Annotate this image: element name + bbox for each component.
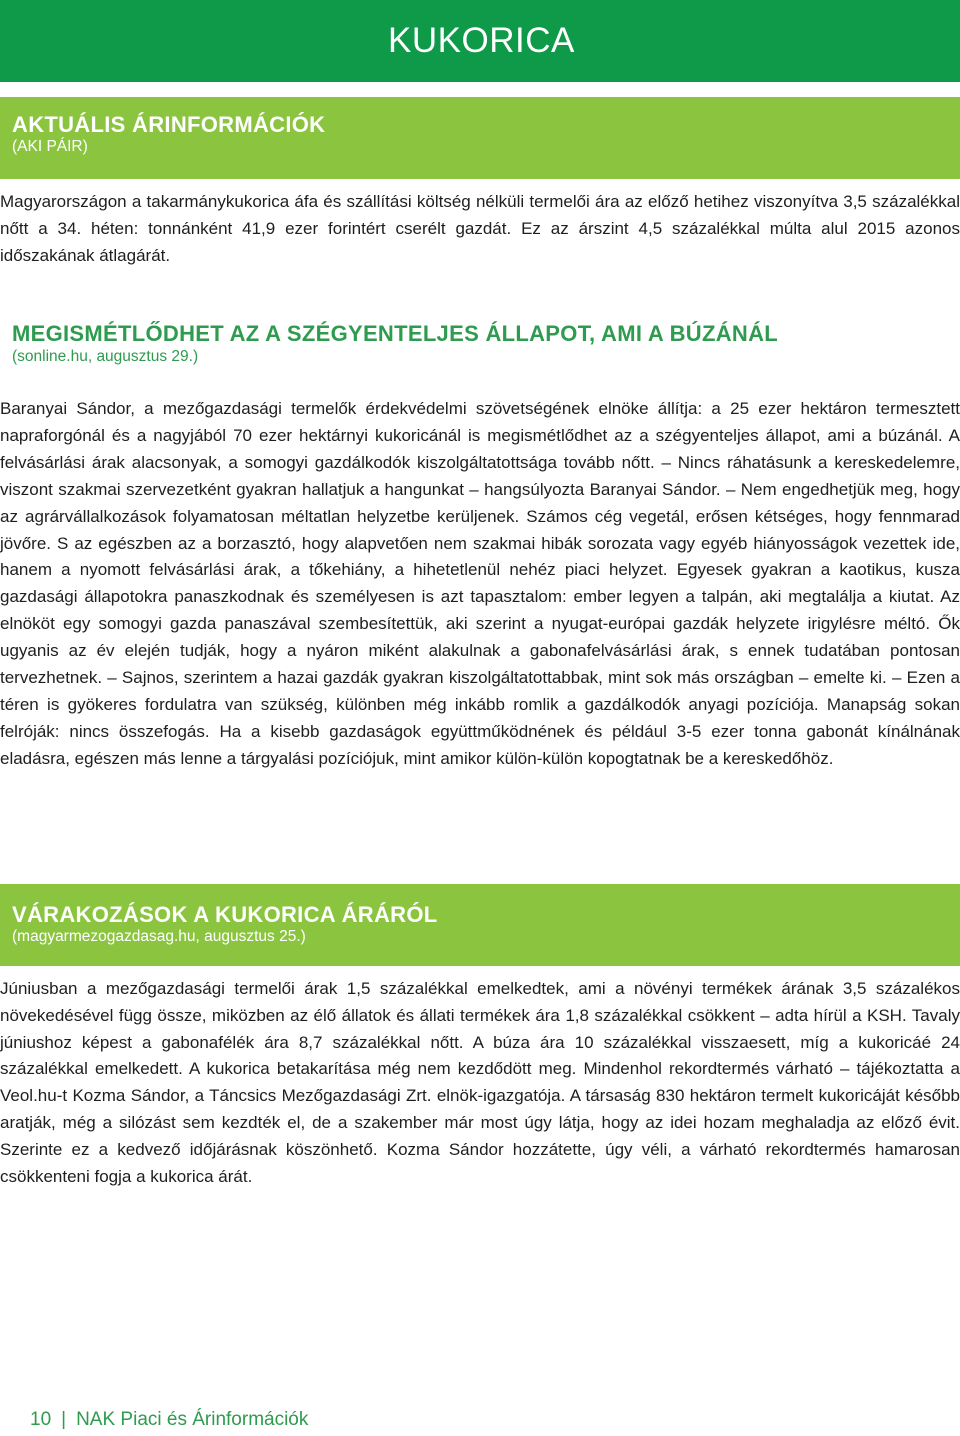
section-heading-sonline bbox=[12, 321, 778, 367]
section-source: (magyarmezogazdasag.hu, augusztus 25.) bbox=[12, 928, 306, 945]
section-title: AKTUÁLIS ÁRINFORMÁCIÓK bbox=[12, 112, 326, 137]
section-title: VÁRAKOZÁSOK A KUKORICA ÁRÁRÓL bbox=[12, 902, 438, 927]
page-number: 10 bbox=[30, 1409, 52, 1430]
section-title: MEGISMÉTLŐDHET AZ A SZÉGYENTELJES ÁLLAPOT, AMI A BÚZÁNÁL bbox=[12, 321, 779, 346]
page-title: KUKORICA bbox=[388, 21, 575, 60]
page-header-banner bbox=[0, 0, 960, 82]
footer-separator: | bbox=[61, 1409, 67, 1430]
section-body-paragraph: Baranyai Sándor, a mezőgazdasági termelők érdekvédelmi szövetségének elnöke állítja: a 25 ezer hektáron termesztett napraforgónál és a nagyjából 70 ezer hektárnyi kukoricánál is megismétlődhet az a szégyenteljes állapot, ami a búzánál. A felvásárlási árak alacsonyak, a somogyi gazdálkodók kiszolgáltatottsága tovább nőtt. – Nincs ráhatásunk a kereskedelemre, viszont szakmai szervezetként gyakran hallatjuk a hangunkat – hangsúlyozta Baranyai Sándor. – Nem engedhetjük meg, hogy az agrárvállalkozások folyamatosan méltatlan helyzetbe kerüljenek. Számos cég vegetál, erősen kétséges, hogy fennmarad jövőre. S az egészben az a borzasztó, hogy alapvetően nem szakmai hibák sorozata vagy egyéb hiányosságok vezettek ide, hanem a nyomott felvásárlási árak, a tőkehiány, a hihetetlenül nehéz piaci helyzet. Egyesek gyakran a kaotikus, kusza gazdasági állapotokra panaszkodnak és személyesen is azt tapasztalom: ember legyen a talpán, aki megtalálja a kiutat. Az elnököt egy somogyi gazda panaszával szembesítettük, aki szerint a nyugat-európai gazdák helyzete irigylésre méltó. Ők ugyanis az év elején tudják, hogy a nyáron miként alakulnak a gabonafelvásárlási árak, s ennek tudatában pontosan tervezhetnek. – Sajnos, szerintem a hazai gazdák gyakran kiszolgáltatottabbak, mint sok más országban – emelte ki. – Ezen a téren is gyökeres fordulatra van szükség, különben még inkább romlik a gazdálkodók anyagi pozíciója. Manapság sokan felróják: nincs összefogás. Ha a kisebb gazdaságok együttműködnének és például 3-5 ezer tonna gabonát kínálnának eladásra, egészen más lenne a tárgyalási pozíciójuk, mint amikor külön-külön kopogtatnak be a kereskedőhöz. bbox=[0, 399, 960, 768]
page-footer bbox=[30, 1407, 308, 1433]
section-heading-bar-prices bbox=[0, 97, 960, 179]
section-heading-bar-expectations bbox=[0, 884, 960, 966]
publication-name: NAK Piaci és Árinformációk bbox=[76, 1409, 309, 1430]
section-source: (AKI PÁIR) bbox=[12, 138, 88, 155]
section-body-paragraph: Júniusban a mezőgazdasági termelői árak 1,5 százalékkal emelkedtek, ami a növényi termékek árának 3,5 százalékos növekedésével függ össze, miközben az élő állatok és állati termékek ára 1,8 százalékkal csökkent – adta hírül a KSH. Tavaly júniushoz képest a gabonafélék ára 8,7 százalékkal nőtt. A búza ára 10 százalékkal visszaesett, míg a kukoricáé 24 százalékkal emelkedett. A kukorica betakarítása még nem kezdődött meg. Mindenhol rekordtermés várható – tájékoztatta a Veol.hu-t Kozma Sándor, a Táncsics Mezőgazdasági Zrt. elnök-igazgatója. A társaság 830 hektáron termelt kukoricáját később aratják, még a silózást sem kezdték el, de a szakember már most úgy látja, hogy az idei hozam meghaladja az előző évit. Szerinte ez a kedvező időjárásnak köszönhető. Kozma Sándor hozzátette, úgy véli, a várható rekordtermés hamarosan csökkenteni fogja a kukorica árát. bbox=[0, 979, 960, 1186]
section-source: (sonline.hu, augusztus 29.) bbox=[12, 348, 199, 365]
section-body-paragraph: Magyarországon a takarmánykukorica áfa és szállítási költség nélküli termelői ára az előző hetihez viszonyítva 3,5 százalékkal nőtt a 34. héten: tonnánként 41,9 ezer forintért cserélt gazdát. Ez az árszint 4,5 százalékkal múlta alul 2015 azonos időszakának átlagárát. bbox=[0, 192, 960, 265]
